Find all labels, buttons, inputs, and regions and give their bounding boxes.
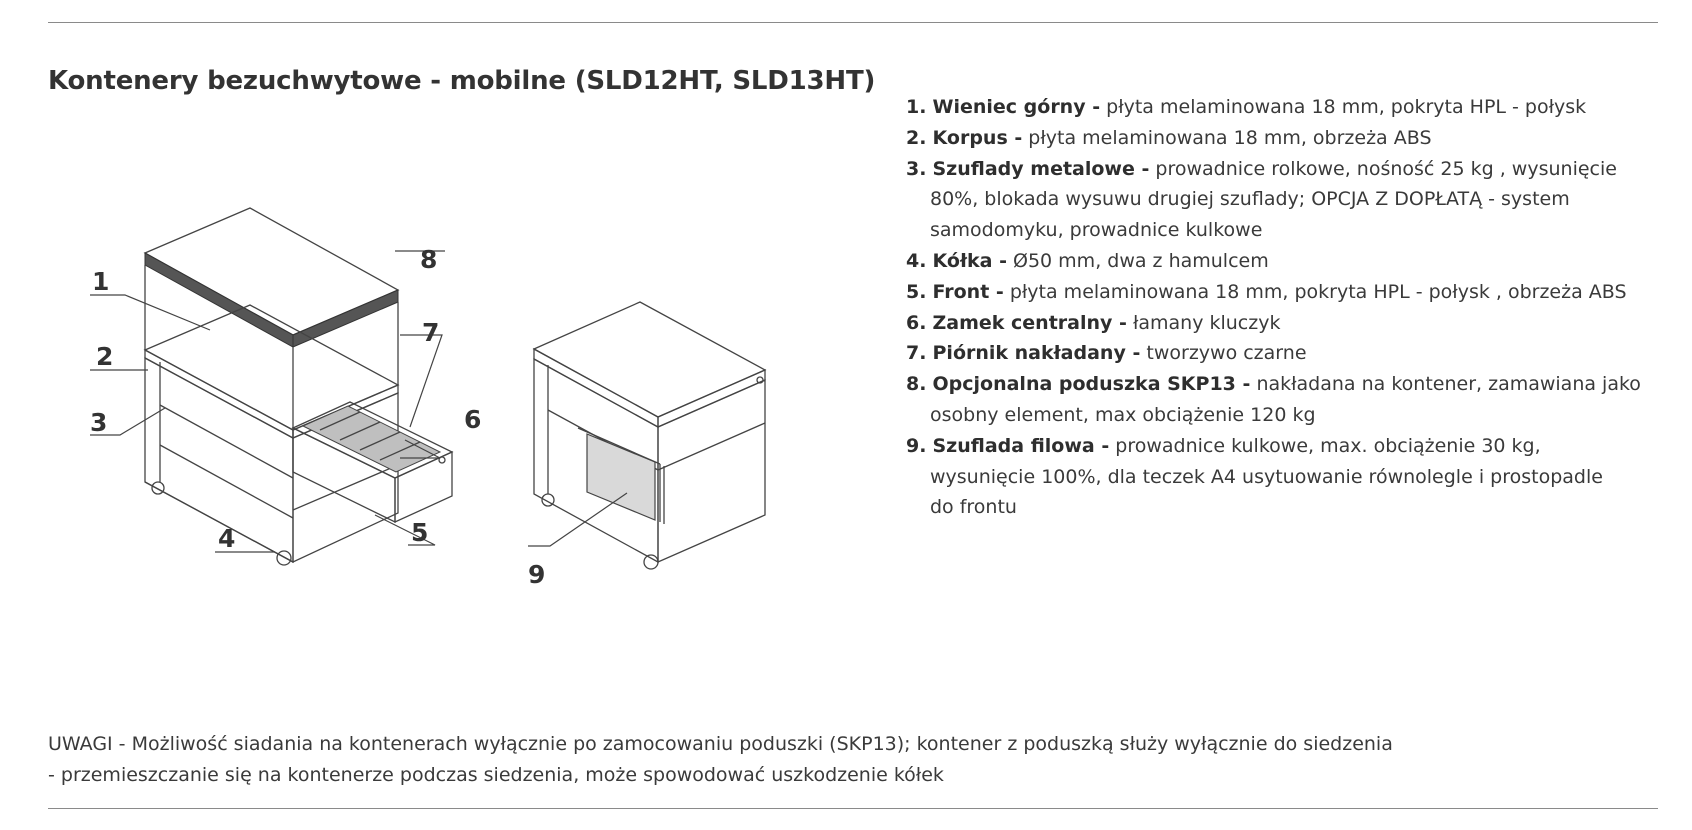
spec-description: płyta melaminowana 18 mm, obrzeża ABS (1028, 126, 1432, 149)
spec-description: łamany kluczyk (1132, 311, 1281, 334)
spec-description: tworzywo czarne (1146, 342, 1307, 365)
spec-term: Zamek centralny - (932, 311, 1127, 334)
spec-item-5 (906, 277, 1666, 308)
spec-number: 1. (906, 96, 927, 118)
spec-item-8 (906, 369, 1666, 431)
cushion (145, 208, 398, 347)
spec-description: nakładana na kontener, zamawiana jako (1256, 373, 1641, 396)
spec-description: prowadnice kulkowe, max. obciążenie 30 kg, (1115, 434, 1541, 457)
spec-number: 5. (906, 280, 927, 303)
spec-term: Wieniec górny - (932, 96, 1101, 118)
spec-term: Kółka - (932, 249, 1007, 272)
spec-item-1 (906, 92, 1666, 123)
spec-description: prowadnice rolkowe, nośność 25 kg , wysunięcie (1155, 157, 1617, 180)
top-divider (48, 22, 1658, 23)
spec-item-4 (906, 246, 1666, 277)
spec-number: 3. (906, 157, 927, 180)
spec-number: 7. (906, 342, 927, 365)
spec-description: Ø50 mm, dwa z hamulcem (1013, 249, 1269, 272)
spec-term: Szuflada filowa - (932, 434, 1110, 457)
spec-item-9 (906, 431, 1666, 523)
spec-number: 2. (906, 126, 927, 149)
spec-description: płyta melaminowana 18 mm, pokryta HPL - połysk (1106, 96, 1587, 118)
callout-7: 7 (422, 318, 440, 347)
spec-number: 8. (906, 373, 927, 396)
open-drawer (293, 402, 452, 522)
hanging-file-folders (578, 428, 664, 524)
notes-line-1: UWAGI - Możliwość siadania na kontenerach wyłącznie po zamocowaniu poduszki (SKP13); kontener z poduszką służy wyłącznie do siedzenia (48, 733, 1393, 755)
spec-item-7 (906, 338, 1666, 369)
callout-1: 1 (92, 267, 110, 296)
page-title: Kontenery bezuchwytowe - mobilne (SLD12HT, SLD13HT) (48, 66, 876, 96)
spec-continuation: osobny element, max obciążenie 120 kg (930, 403, 1316, 426)
callout-9: 9 (528, 560, 546, 589)
notes-line-2: - przemieszczanie się na kontenerze podczas siedzenia, może spowodować uszkodzenie kółek (48, 764, 944, 786)
spec-number: 4. (906, 249, 927, 272)
spec-description: płyta melaminowana 18 mm, pokryta HPL - połysk , obrzeża ABS (1009, 280, 1627, 303)
spec-term: Korpus - (932, 126, 1023, 149)
spec-number: 9. (906, 434, 927, 457)
callout-6: 6 (464, 405, 482, 434)
callout-2: 2 (96, 342, 114, 371)
callout-3: 3 (90, 408, 108, 437)
bottom-divider (48, 808, 1658, 809)
callout-4: 4 (218, 524, 236, 553)
spec-term: Szuflady metalowe - (932, 157, 1150, 180)
spec-continuation: do frontu (930, 496, 1017, 519)
callout-5: 5 (411, 518, 429, 547)
spec-continuation: 80%, blokada wysuwu drugiej szuflady; OPCJA Z DOPŁATĄ - system (930, 188, 1570, 211)
specification-list (906, 92, 1666, 523)
product-technical-drawing (60, 190, 820, 620)
spec-item-6 (906, 308, 1666, 339)
spec-number: 6. (906, 311, 927, 334)
spec-continuation: wysunięcie 100%, dla teczek A4 usytuowanie równolegle i prostopadle (930, 465, 1603, 488)
spec-term: Front - (932, 280, 1004, 303)
spec-item-3 (906, 154, 1666, 246)
spec-term: Piórnik nakładany - (932, 342, 1141, 365)
spec-continuation: samodomyku, prowadnice kulkowe (930, 219, 1263, 242)
callout-8: 8 (420, 245, 438, 274)
spec-term: Opcjonalna poduszka SKP13 - (932, 373, 1251, 396)
container-with-file-drawer (534, 302, 765, 569)
container-with-drawers (145, 208, 452, 565)
spec-item-2 (906, 123, 1666, 154)
notes-section (48, 729, 1658, 791)
